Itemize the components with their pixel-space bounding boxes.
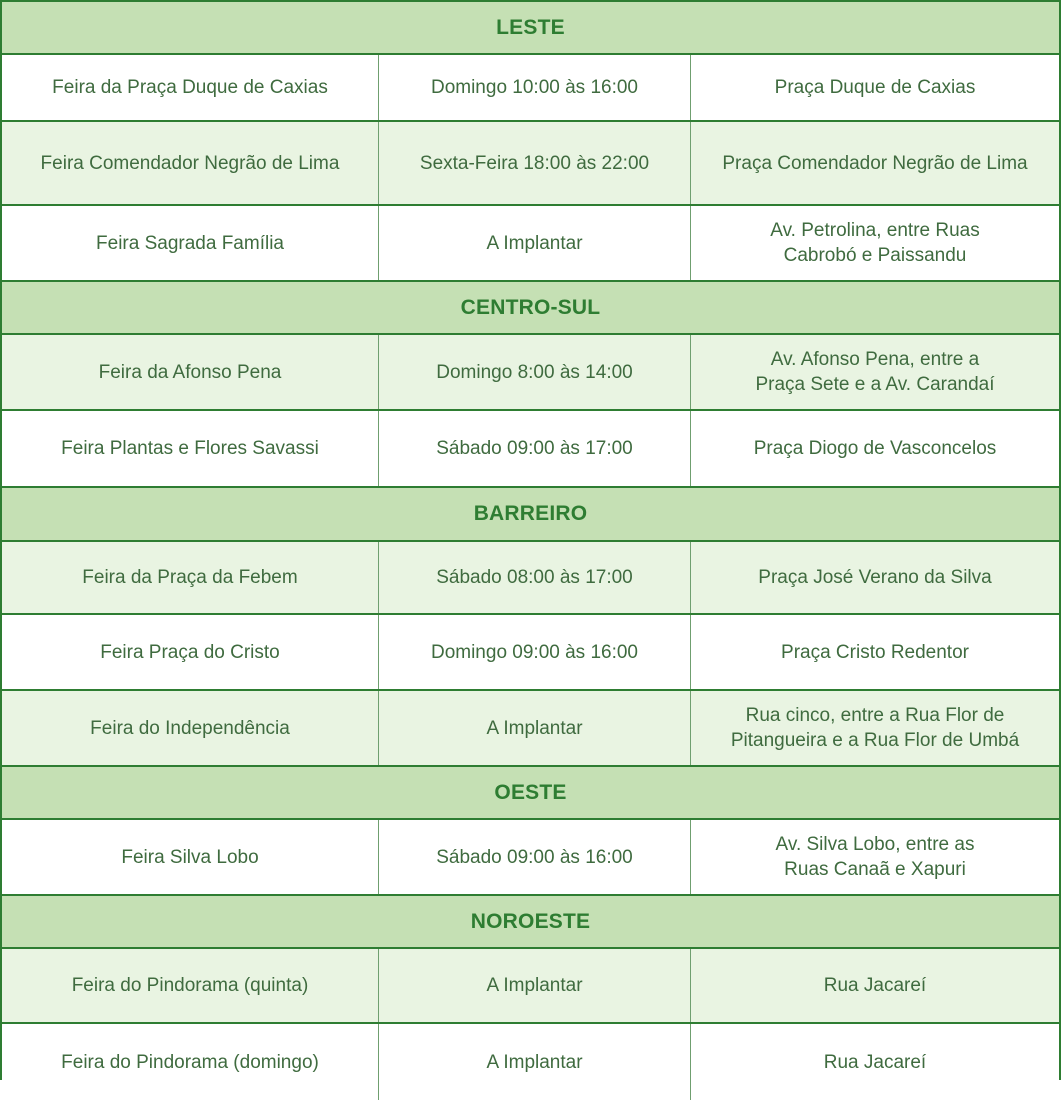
fair-name: Feira Praça do Cristo [2,615,379,689]
table-row [2,335,1059,411]
table-row [2,542,1059,615]
table-row [2,820,1059,896]
fair-name: Feira Comendador Negrão de Lima [2,122,379,204]
fair-location: Av. Silva Lobo, entre as Ruas Canaã e Xapuri [775,834,975,880]
table-row [2,411,1059,488]
section-header-centro-sul [2,282,1059,335]
fair-schedule: Domingo 09:00 às 16:00 [379,615,691,689]
fair-name: Feira Sagrada Família [2,206,379,280]
table-row [2,1024,1059,1100]
fair-location: Praça Diogo de Vasconcelos [753,438,997,459]
fair-schedule: A Implantar [379,691,691,765]
section-header-oeste [2,767,1059,820]
fair-schedule: A Implantar [379,1024,691,1100]
fair-location: Av. Petrolina, entre Ruas Cabrobó e Paissandu [770,220,980,266]
section-header-barreiro [2,488,1059,542]
fair-location: Rua cinco, entre a Rua Flor de Pitangueira e a Rua Flor de Umbá [730,705,1020,751]
fair-location: Rua Jacareí [823,1051,927,1073]
fair-name: Feira do Pindorama (domingo) [2,1024,379,1100]
fair-schedule: Domingo 10:00 às 16:00 [379,55,691,120]
table-row [2,206,1059,282]
fair-name: Feira da Praça Duque de Caxias [2,55,379,120]
fair-schedule: Domingo 8:00 às 14:00 [379,335,691,409]
fair-location: Av. Afonso Pena, entre a Praça Sete e a Av. Carandaí [755,349,995,395]
fair-schedule: A Implantar [379,206,691,280]
section-header-leste [2,2,1059,55]
fair-location: Praça Duque de Caxias [774,77,976,98]
table-row [2,122,1059,206]
fair-name: Feira Silva Lobo [2,820,379,894]
fair-name: Feira da Afonso Pena [2,335,379,409]
fair-schedule: A Implantar [379,949,691,1022]
table-row [2,691,1059,767]
section-title: BARREIRO [473,502,588,525]
table-row [2,949,1059,1024]
fair-name: Feira do Pindorama (quinta) [2,949,379,1022]
fair-location: Praça José Verano da Silva [758,567,992,588]
fair-schedule: Sábado 09:00 às 16:00 [379,820,691,894]
fair-schedule: Sexta-Feira 18:00 às 22:00 [379,122,691,204]
fair-schedule: Sábado 09:00 às 17:00 [379,411,691,486]
table-row [2,55,1059,122]
fair-location: Praça Cristo Redentor [781,641,969,663]
section-header-noroeste [2,896,1059,949]
section-title: NOROESTE [470,909,591,933]
section-title: CENTRO-SUL [460,295,601,319]
section-title: OESTE [494,780,567,804]
fair-location: Praça Comendador Negrão de Lima [722,152,1028,174]
fair-name: Feira da Praça da Febem [2,542,379,613]
fair-name: Feira do Independência [2,691,379,765]
fair-schedule: Sábado 08:00 às 17:00 [379,542,691,613]
table-row [2,615,1059,691]
fair-name: Feira Plantas e Flores Savassi [2,411,379,486]
section-title: LESTE [496,15,565,39]
fair-location: Rua Jacareí [823,975,927,996]
